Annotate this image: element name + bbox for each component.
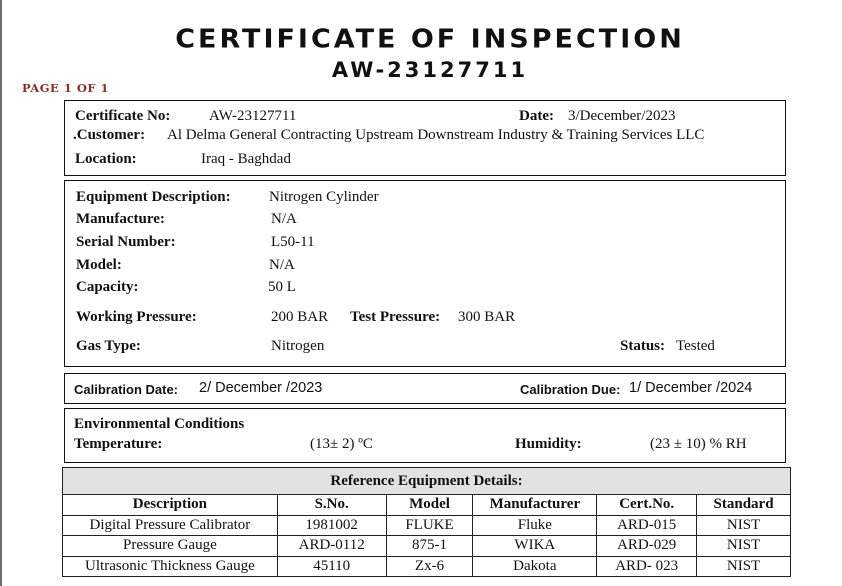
table-cell: 1981002 [277, 515, 386, 536]
table-cell: FLUKE [386, 515, 473, 536]
humidity-label: Humidity: [515, 436, 582, 452]
temperature-label: Temperature: [74, 436, 163, 452]
test-pressure-value: 300 BAR [458, 309, 516, 325]
status-value: Tested [676, 338, 715, 354]
table-cell: NIST [697, 515, 791, 536]
column-header-cert-no: Cert.No. [597, 495, 697, 516]
table-cell: Dakota [473, 556, 597, 577]
table-row [63, 515, 791, 536]
serial-number-value: L50-11 [271, 234, 315, 250]
reference-equipment-table [62, 467, 791, 577]
equipment-description-value: Nitrogen Cylinder [269, 189, 379, 205]
table-cell: Ultrasonic Thickness Gauge [63, 556, 278, 577]
table-cell: ARD-0112 [277, 536, 386, 557]
working-pressure-label: Working Pressure: [76, 309, 197, 325]
equipment-description-label: Equipment Description: [76, 189, 231, 205]
column-header-standard: Standard [697, 495, 791, 516]
column-header-serial-no: S.No. [277, 495, 386, 516]
manufacture-label: Manufacture: [76, 211, 165, 227]
equipment-details-box [64, 180, 786, 367]
table-cell: NIST [697, 556, 791, 577]
table-cell: ARD-029 [597, 536, 697, 557]
certificate-id-heading: AW-23127711 [331, 58, 529, 82]
table-cell: Fluke [473, 515, 597, 536]
table-cell: Pressure Gauge [63, 536, 278, 557]
date-value: 3/December/2023 [568, 108, 676, 124]
working-pressure-value: 200 BAR [271, 309, 329, 325]
serial-number-label: Serial Number: [76, 234, 176, 250]
table-cell: WIKA [473, 536, 597, 557]
left-margin-rule [0, 0, 2, 586]
column-header-manufacturer: Manufacturer [473, 495, 597, 516]
calibration-box [64, 373, 786, 404]
model-value: N/A [269, 257, 295, 273]
calibration-due-label: Calibration Due: [520, 382, 621, 397]
table-cell: ARD-015 [597, 515, 697, 536]
table-cell: Zx-6 [386, 556, 473, 577]
location-value: Iraq - Baghdad [201, 151, 291, 167]
table-row [63, 536, 791, 557]
certificate-info-box [64, 100, 786, 176]
gas-type-value: Nitrogen [271, 338, 325, 354]
table-cell: Digital Pressure Calibrator [63, 515, 278, 536]
customer-value: Al Delma General Contracting Upstream Downstream Industry & Training Services LLC [167, 127, 705, 143]
certificate-no-label: Certificate No: [75, 108, 171, 124]
status-label: Status: [620, 338, 666, 354]
model-label: Model: [76, 257, 122, 273]
table-cell: NIST [697, 536, 791, 557]
humidity-value: (23 ± 10) % RH [650, 436, 747, 452]
certificate-no-value: AW-23127711 [209, 108, 297, 124]
table-cell: 45110 [277, 556, 386, 577]
calibration-date-value: 2/ December /2023 [199, 380, 323, 396]
table-cell: ARD- 023 [597, 556, 697, 577]
capacity-label: Capacity: [76, 279, 139, 295]
table-row [63, 556, 791, 577]
environmental-conditions-box [64, 408, 786, 463]
location-label: Location: [75, 151, 137, 167]
table-cell: 875-1 [386, 536, 473, 557]
calibration-due-value: 1/ December /2024 [629, 380, 753, 396]
date-label: Date: [519, 108, 554, 124]
manufacture-value: N/A [271, 211, 297, 227]
reference-table-caption: Reference Equipment Details: [63, 468, 791, 495]
temperature-value: (13± 2) ºC [310, 436, 373, 452]
column-header-model: Model [386, 495, 473, 516]
page-indicator: PAGE 1 OF 1 [22, 81, 110, 95]
test-pressure-label: Test Pressure: [350, 309, 441, 325]
column-header-description: Description [63, 495, 278, 516]
customer-label: .Customer: [73, 127, 146, 143]
calibration-date-label: Calibration Date: [74, 382, 179, 397]
capacity-value: 50 L [268, 279, 296, 295]
gas-type-label: Gas Type: [76, 338, 141, 354]
environmental-heading: Environmental Conditions [74, 416, 245, 432]
document-title: CERTIFICATE OF INSPECTION [175, 24, 685, 55]
